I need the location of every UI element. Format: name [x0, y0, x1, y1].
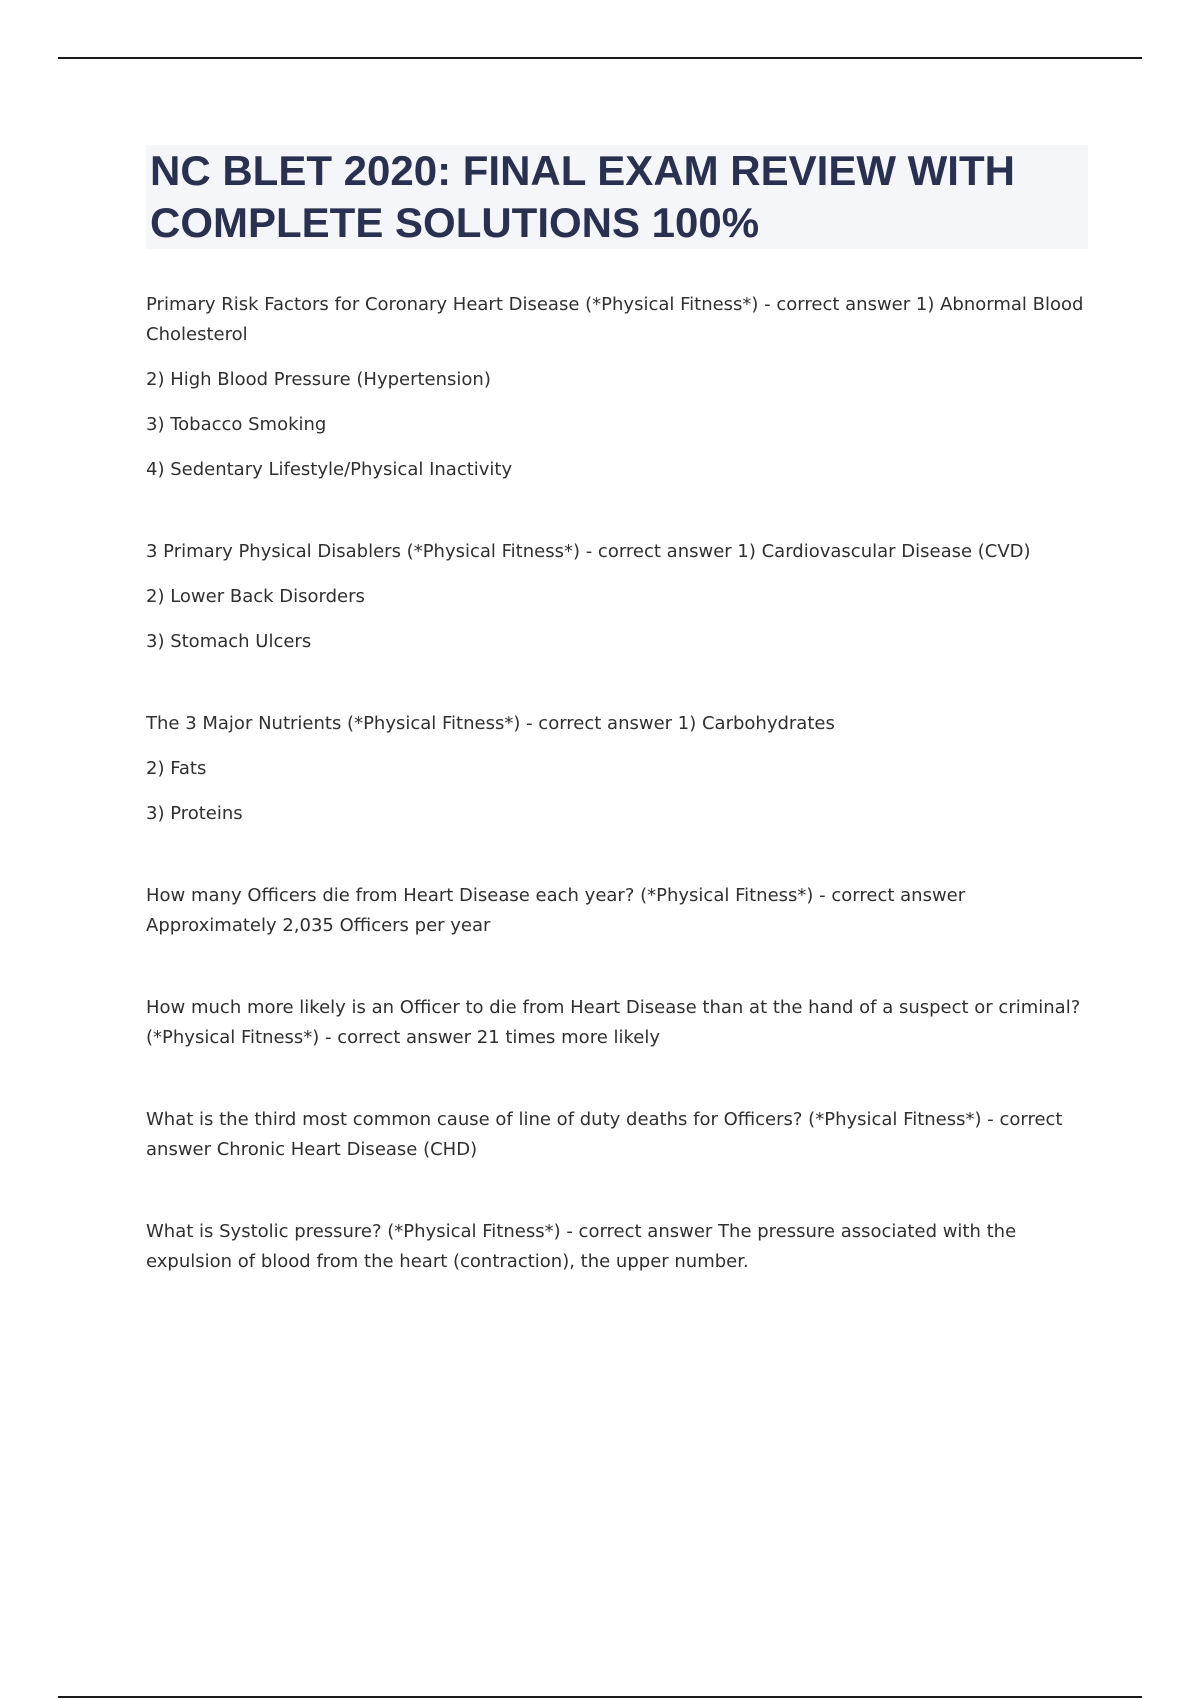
qa-block-likelihood [146, 993, 1088, 1053]
qa-block-physical-disablers [146, 537, 1088, 657]
qa-block-line-of-duty [146, 1105, 1088, 1165]
qa-line: 2) Fats [146, 758, 207, 779]
qa-line: Primary Risk Factors for Coronary Heart Disease (*Physical Fitness*) - correct answer 1) Abnormal Blood Cholesterol [146, 294, 1084, 345]
qa-line: 3) Tobacco Smoking [146, 414, 327, 435]
title-banner [146, 145, 1088, 249]
qa-block-major-nutrients [146, 709, 1088, 829]
qa-block-risk-factors [146, 290, 1088, 485]
qa-line: What is the third most common cause of line of duty deaths for Officers? (*Physical Fitness*) - correct answer Chronic Heart Disease (CHD) [146, 1109, 1063, 1160]
qa-block-officer-deaths [146, 881, 1088, 941]
qa-line: 2) High Blood Pressure (Hypertension) [146, 369, 491, 390]
qa-line: 4) Sedentary Lifestyle/Physical Inactivity [146, 459, 513, 480]
bottom-rule [58, 1696, 1142, 1698]
document-title: NC BLET 2020: FINAL EXAM REVIEW WITH COMPLETE SOLUTIONS 100% [150, 147, 1015, 246]
document-body [146, 290, 1088, 1329]
qa-line: What is Systolic pressure? (*Physical Fitness*) - correct answer The pressure associated with the expulsion of blood from the heart (contraction), the upper number. [146, 1221, 1017, 1272]
qa-line: How much more likely is an Officer to die from Heart Disease than at the hand of a suspect or criminal? (*Physical Fitness*) - correct answer 21 times more likely [146, 997, 1081, 1048]
qa-line: 3) Proteins [146, 803, 243, 824]
qa-line: The 3 Major Nutrients (*Physical Fitness*) - correct answer 1) Carbohydrates [146, 713, 835, 734]
qa-block-systolic [146, 1217, 1088, 1277]
qa-line: 3 Primary Physical Disablers (*Physical Fitness*) - correct answer 1) Cardiovascular Disease (CVD) [146, 541, 1031, 562]
qa-line: 3) Stomach Ulcers [146, 631, 312, 652]
qa-line: How many Officers die from Heart Disease each year? (*Physical Fitness*) - correct answer Approximately 2,035 Officers per year [146, 885, 966, 936]
top-rule [58, 57, 1142, 59]
qa-line: 2) Lower Back Disorders [146, 586, 365, 607]
